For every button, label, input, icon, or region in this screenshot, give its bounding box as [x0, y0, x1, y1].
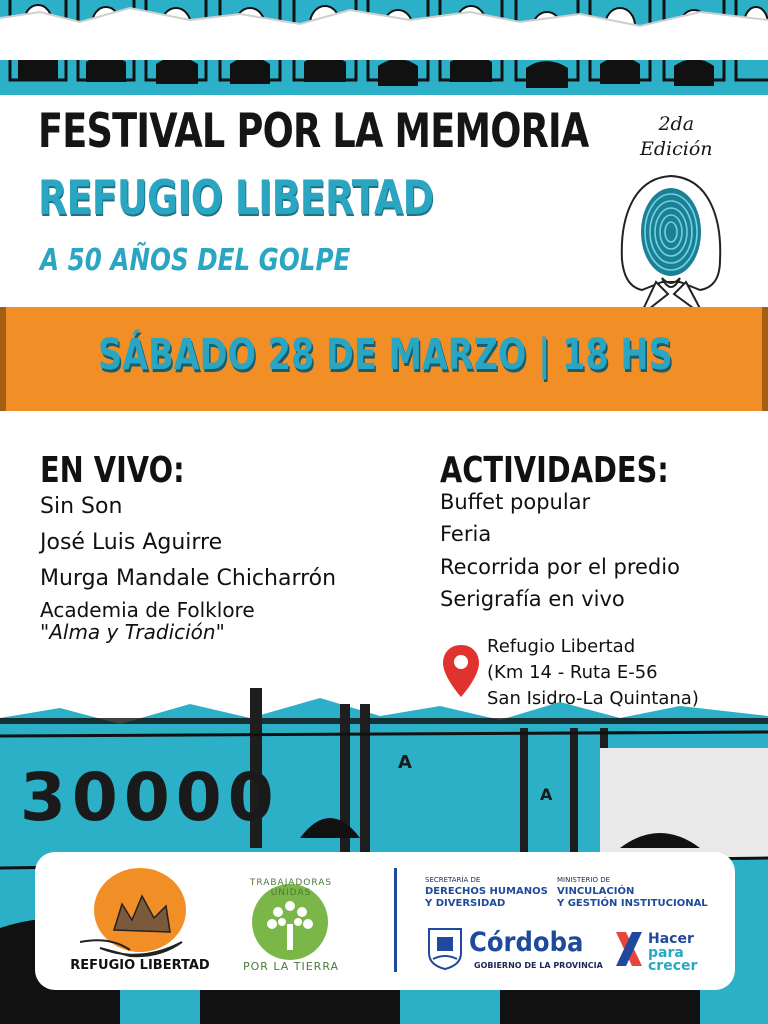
edition-label — [640, 112, 713, 162]
gobierno-provincia-label: GOBIERNO DE LA PROVINCIA — [474, 961, 603, 970]
cordoba-shield-icon — [425, 925, 465, 971]
actividad-item: Buffet popular — [440, 490, 591, 514]
actividad-item: Serigrafía en vivo — [440, 587, 625, 611]
cordoba-wordmark: Córdoba — [469, 927, 584, 958]
date-banner-text: SÁBADO 28 DE MARZO | 18 HS — [98, 330, 673, 380]
actividades-heading: ACTIVIDADES: — [440, 450, 669, 491]
crecer-word: crecer — [648, 958, 698, 974]
por-la-tierra-label: POR LA TIERRA — [242, 960, 340, 973]
location-line: (Km 14 - Ruta E-56 — [487, 662, 658, 683]
wall-letter-a: A — [398, 752, 412, 773]
ministerio-line: VINCULACIÓN — [557, 886, 635, 897]
actividad-item: Recorrida por el predio — [440, 555, 680, 579]
para-word: para — [648, 945, 684, 961]
edition-number: 2da — [658, 113, 695, 135]
top-portraits-illustration — [0, 0, 768, 95]
wall-letter-a: A — [540, 785, 553, 804]
location-line: Refugio Libertad — [487, 636, 636, 657]
refugio-libertad-label: REFUGIO LIBERTAD — [70, 958, 210, 973]
logos-divider — [394, 868, 397, 972]
secretaria-line: Y DIVERSIDAD — [425, 898, 506, 909]
festival-title: FESTIVAL POR LA MEMORIA — [38, 104, 589, 159]
en-vivo-item: Murga Mandale Chicharrón — [40, 566, 337, 591]
secretaria-small-label: SECRETARÍA DE — [425, 876, 481, 884]
hacer-word: Hacer — [648, 931, 694, 947]
anniversary-tagline: A 50 AÑOS DEL GOLPE — [40, 243, 351, 278]
headscarf-fingerprint-icon — [612, 170, 730, 320]
ministerio-line: Y GESTIÓN INSTITUCIONAL — [557, 898, 708, 909]
edition-word: Edición — [640, 138, 713, 160]
en-vivo-item: José Luis Aguirre — [40, 530, 223, 555]
en-vivo-heading: EN VIVO: — [40, 450, 185, 491]
en-vivo-item: Sin Son — [40, 494, 123, 519]
location-line: San Isidro-La Quintana) — [487, 688, 699, 709]
ministerio-small-label: MINISTERIO DE — [557, 876, 611, 884]
academia-name: "Alma y Tradición" — [40, 620, 225, 644]
secretaria-line: DERECHOS HUMANOS — [425, 886, 548, 897]
en-vivo-item: Academia de Folklore — [40, 598, 255, 622]
number-30000: 30000 — [20, 759, 280, 836]
hacer-para-crecer-mark-icon — [612, 928, 646, 970]
trabajadoras-unidas-label: TRABAJADORAS UNIDAS — [249, 878, 333, 898]
venue-title: REFUGIO LIBERTAD — [38, 171, 434, 226]
actividad-item: Feria — [440, 522, 492, 546]
